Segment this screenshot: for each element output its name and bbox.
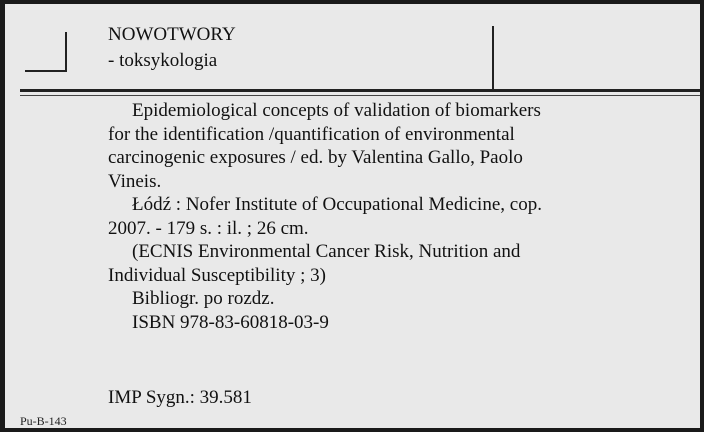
title-line: carcinogenic exposures / ed. by Valentina Gallo, Paolo	[108, 147, 523, 168]
series-statement	[108, 240, 668, 287]
series-line: (ECNIS Environmental Cancer Risk, Nutrition and	[132, 241, 521, 262]
corner-mark-vertical	[65, 32, 67, 72]
corner-mark-horizontal	[25, 70, 67, 72]
subject-heading	[108, 22, 236, 74]
subject-heading-main: NOWOTWORY	[108, 24, 236, 45]
title-line: Epidemiological concepts of validation of biomarkers	[132, 100, 541, 121]
card-code: Pu-B-143	[20, 414, 67, 428]
heading-rule-thin	[20, 95, 700, 96]
title-line: for the identification /quantification of environmental	[108, 123, 515, 145]
imprint-statement	[108, 193, 668, 240]
subject-heading-subdivision: - toksykologia	[108, 50, 218, 71]
imprint-line: 2007. - 179 s. : il. ; 26 cm.	[108, 217, 309, 239]
title-line: Vineis.	[108, 170, 162, 192]
series-line: Individual Susceptibility ; 3)	[108, 264, 326, 286]
bibliographic-record	[108, 99, 668, 334]
catalog-card	[5, 4, 700, 428]
heading-rule-thick	[20, 89, 700, 92]
imprint-line: Łódź : Nofer Institute of Occupational Medicine, cop.	[132, 194, 542, 215]
bibliography-note: Bibliogr. po rozdz.	[132, 288, 275, 309]
shelf-mark: IMP Sygn.: 39.581	[108, 387, 252, 408]
heading-divider-line	[492, 26, 494, 92]
isbn: ISBN 978-83-60818-03-9	[132, 311, 329, 333]
title-statement	[108, 99, 668, 193]
